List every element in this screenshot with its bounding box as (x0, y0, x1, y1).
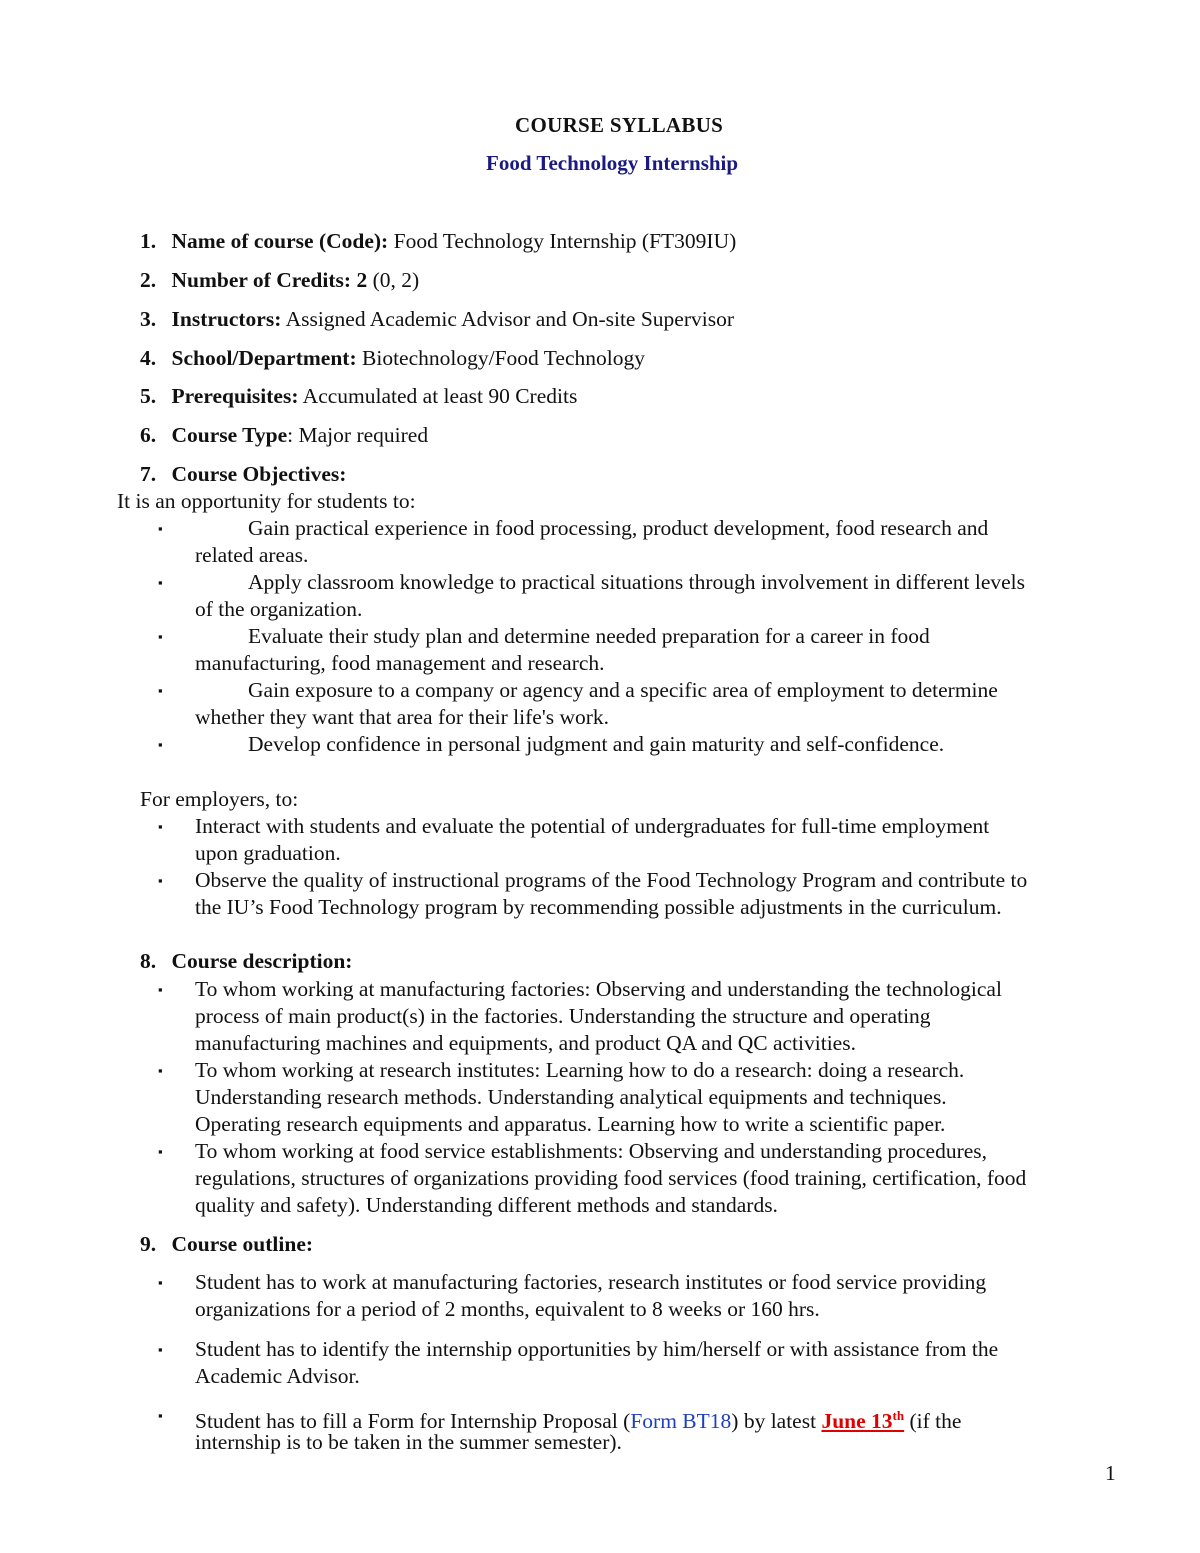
list-item: Observe the quality of instructional programs of the Food Technology Program and contribute to (195, 868, 1028, 892)
list-item: Understanding research methods. Understanding analytical equipments and techniques. (195, 1085, 947, 1109)
list-item: quality and safety). Understanding different methods and standards. (195, 1193, 778, 1217)
bullet-icon: ▪ (158, 575, 163, 590)
list-item: Student has to identify the internship opportunities by him/herself or with assistance from the (195, 1337, 999, 1361)
item-label: Name of course (Code): (171, 229, 389, 253)
section-description-heading (140, 948, 352, 975)
list-item: Gain exposure to a company or agency and a specific area of employment to determine (248, 678, 998, 702)
bullet-icon: ▪ (158, 629, 163, 644)
document-title: COURSE SYLLABUS (515, 113, 724, 137)
outline-text: ) by latest (731, 1409, 822, 1434)
item-course-name (140, 228, 736, 255)
list-item: Student has to work at manufacturing factories, research institutes or food service providing (195, 1270, 987, 1294)
bullet-icon: ▪ (158, 1275, 163, 1290)
list-item: upon graduation. (195, 841, 341, 865)
list-item: Operating research equipments and apparatus. Learning how to write a scientific paper. (195, 1112, 946, 1136)
item-course-type (140, 422, 428, 449)
list-item: Interact with students and evaluate the potential of undergraduates for full-time employment (195, 814, 990, 838)
list-item: of the organization. (195, 597, 363, 621)
bullet-icon: ▪ (158, 1342, 163, 1357)
list-item: Gain practical experience in food processing, product development, food research and (248, 516, 989, 540)
bullet-icon: ▪ (158, 1063, 163, 1078)
deadline-date (821, 1409, 904, 1433)
list-item: regulations, structures of organizations providing food services (food training, certification, food (195, 1166, 1027, 1190)
list-item: organizations for a period of 2 months, equivalent to 8 weeks or 160 hrs. (195, 1297, 820, 1321)
item-bold-value: 2 (351, 268, 368, 292)
section-outline-heading (140, 1231, 313, 1258)
item-value: : Major required (287, 423, 429, 447)
item-label: Course Type (171, 423, 288, 447)
item-label: Number of Credits: (171, 268, 352, 292)
item-prerequisites (140, 383, 577, 410)
form-bt18-link[interactable]: Form BT18 (630, 1409, 732, 1434)
bullet-icon: ▪ (158, 737, 163, 752)
item-department (140, 345, 645, 372)
students-intro: It is an opportunity for students to: (117, 489, 416, 513)
item-number: 9. (140, 1232, 157, 1256)
list-item: manufacturing machines and equipments, and product QA and QC activities. (195, 1031, 856, 1055)
item-label: Course outline: (171, 1232, 314, 1256)
item-number: 3. (140, 307, 157, 331)
item-label: Prerequisites: (171, 384, 299, 408)
item-number: 1. (140, 229, 157, 253)
list-item: whether they want that area for their life's work. (195, 705, 610, 729)
item-credits (140, 267, 419, 294)
outline-text: (if the (904, 1409, 962, 1434)
list-item: Academic Advisor. (195, 1364, 360, 1388)
item-value: (0, 2) (367, 268, 420, 292)
employers-intro: For employers, to: (140, 787, 299, 811)
bullet-icon: ▪ (158, 873, 163, 888)
bullet-icon: ▪ (158, 1408, 163, 1423)
page-number: 1 (1105, 1461, 1116, 1485)
item-number: 6. (140, 423, 157, 447)
list-item: To whom working at manufacturing factories: Observing and understanding the technological (195, 977, 1002, 1001)
list-item: Develop confidence in personal judgment and gain maturity and self-confidence. (248, 732, 945, 756)
item-value: Assigned Academic Advisor and On-site Supervisor (281, 307, 735, 331)
bullet-icon: ▪ (158, 819, 163, 834)
item-label: Course Objectives: (171, 462, 347, 486)
list-item: process of main product(s) in the factories. Understanding the structure and operating (195, 1004, 931, 1028)
item-label: Instructors: (171, 307, 282, 331)
bullet-icon: ▪ (158, 1144, 163, 1159)
list-item: Apply classroom knowledge to practical situations through involvement in different levels (248, 570, 1026, 594)
item-number: 8. (140, 949, 157, 973)
deadline-date-suffix: th (892, 1408, 905, 1423)
item-value: Food Technology Internship (FT309IU) (388, 229, 737, 253)
list-item: manufacturing, food management and research. (195, 651, 605, 675)
item-value: Accumulated at least 90 Credits (298, 384, 578, 408)
item-number: 4. (140, 346, 157, 370)
deadline-date-text: June 13 (821, 1409, 893, 1434)
document-subtitle: Food Technology Internship (486, 151, 739, 175)
list-item: Evaluate their study plan and determine needed preparation for a career in food (248, 624, 930, 648)
item-value: Biotechnology/Food Technology (356, 346, 645, 370)
list-item: To whom working at food service establishments: Observing and understanding procedures, (195, 1139, 988, 1163)
outline-text: Student has to fill a Form for Internship Proposal ( (195, 1409, 631, 1434)
list-item: To whom working at research institutes: Learning how to do a research: doing a research. (195, 1058, 965, 1082)
section-objectives-heading (140, 461, 346, 488)
list-item: related areas. (195, 543, 309, 567)
bullet-icon: ▪ (158, 683, 163, 698)
list-item: the IU’s Food Technology program by recommending possible adjustments in the curriculum. (195, 895, 1002, 919)
list-item: internship is to be taken in the summer semester). (195, 1430, 622, 1454)
item-label: Course description: (171, 949, 353, 973)
item-number: 7. (140, 462, 157, 486)
item-instructors (140, 306, 734, 333)
item-label: School/Department: (171, 346, 357, 370)
item-number: 2. (140, 268, 157, 292)
item-number: 5. (140, 384, 157, 408)
bullet-icon: ▪ (158, 521, 163, 536)
bullet-icon: ▪ (158, 982, 163, 997)
